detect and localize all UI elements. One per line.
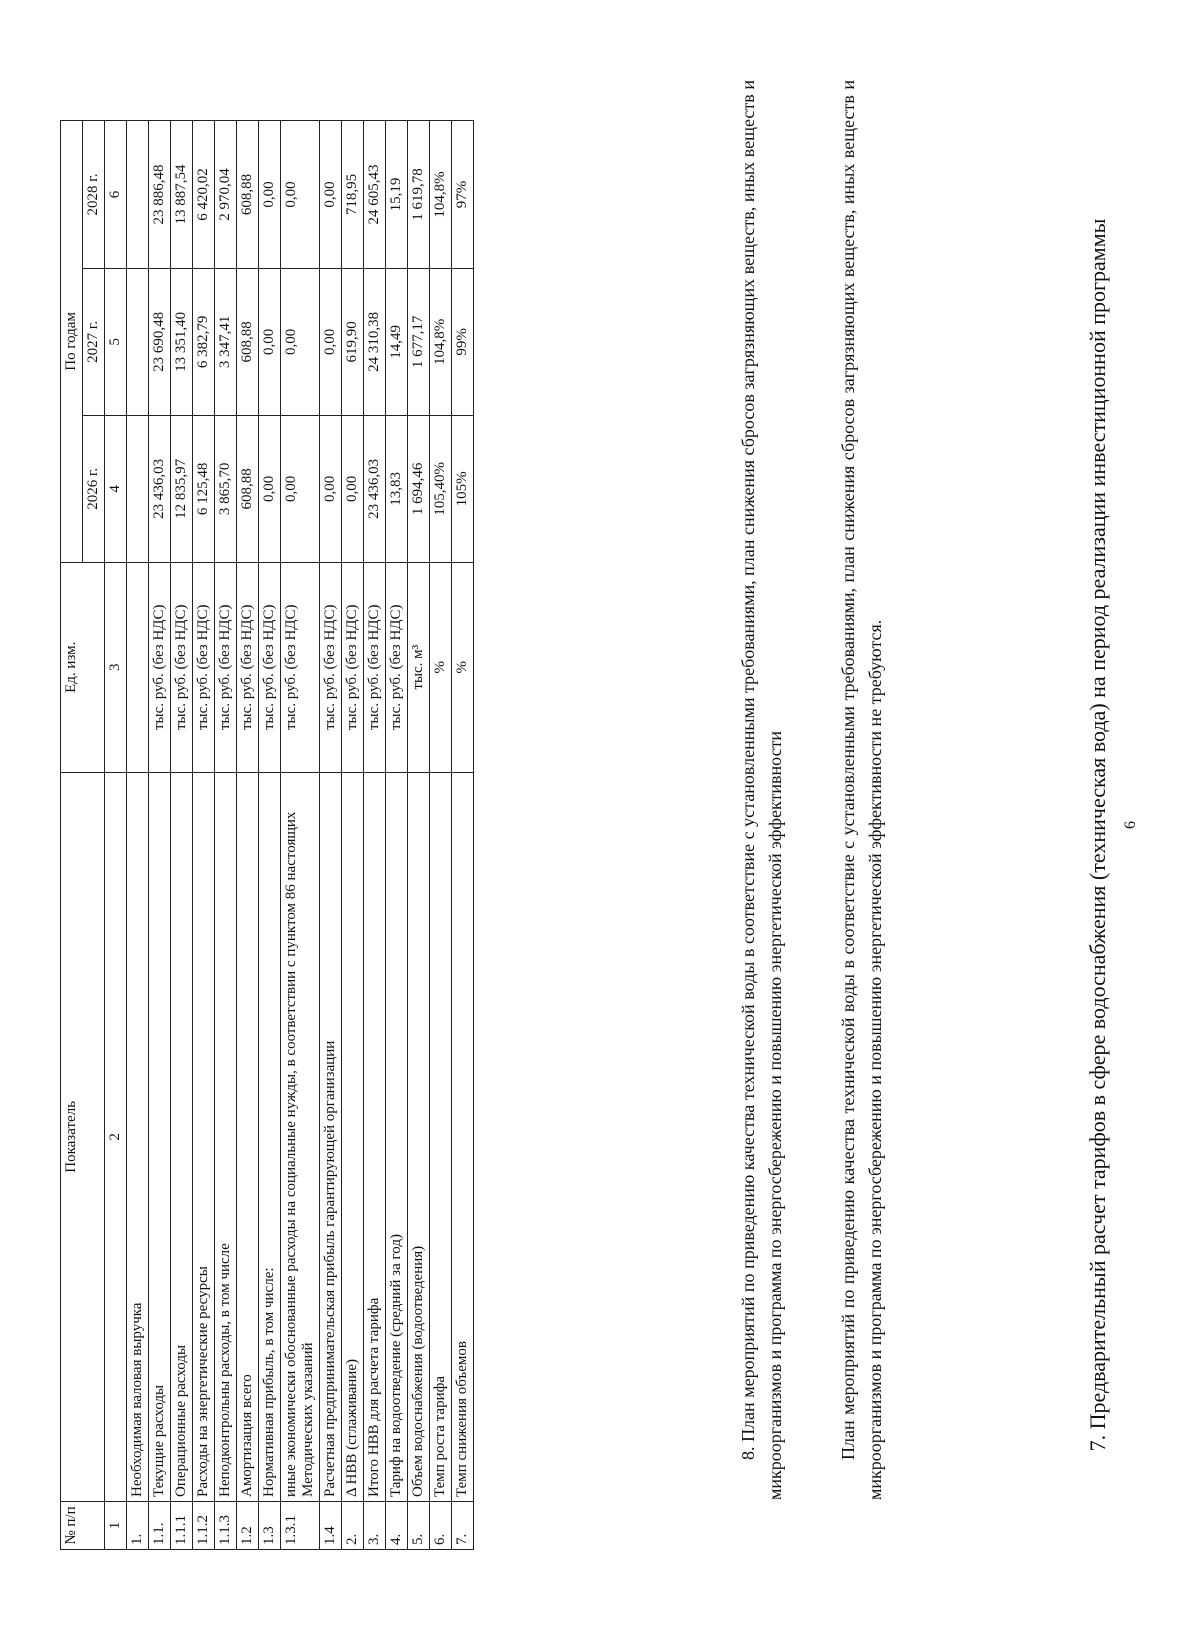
row-number: 2. [342,1502,364,1550]
row-unit: % [452,562,474,772]
row-value-2027: 13 351,40 [171,268,193,415]
row-indicator: Объем водоснабжения (водоотведения) [408,772,430,1501]
row-value-2026: 1 694,46 [408,415,430,562]
row-number: 7. [452,1502,474,1550]
row-unit: тыс. м³ [408,562,430,772]
row-value-2028: 15,19 [386,121,408,269]
row-unit: тыс. руб. (без НДС) [259,562,281,772]
row-value-2027: 24 310,38 [364,268,386,415]
row-value-2026: 0,00 [320,415,342,562]
row-unit: тыс. руб. (без НДС) [342,562,364,772]
row-value-2027: 1 677,17 [408,268,430,415]
row-indicator: Итого НВВ для расчета тарифа [364,772,386,1501]
row-indicator: Расходы на энергетические ресурсы [193,772,215,1501]
header-year-2028: 2028 г. [83,121,105,269]
row-indicator: Текущие расходы [149,772,171,1501]
row-unit: тыс. руб. (без НДС) [215,562,237,772]
row-number: 6. [430,1502,452,1550]
section-8-body: План мероприятий по приведению качества технической воды в соответствие с установленными требованиями, план снижения сбросов загрязняющих веществ, иных веществ и микроорганизмов и программа по энергосбережению и повышению энергетической эффективности не требуются. [838,80,885,1500]
row-number: 1.3 [259,1502,281,1550]
row-value-2027: 104,8% [430,268,452,415]
row-number: 4. [386,1502,408,1550]
row-value-2028: 13 887,54 [171,121,193,269]
column-number-row [105,121,127,1550]
table-row [193,121,215,1550]
row-value-2027: 3 347,41 [215,268,237,415]
table-row [342,121,364,1550]
row-value-2026 [127,415,149,562]
table-row [127,121,149,1550]
row-value-2026: 12 835,97 [171,415,193,562]
page-number: 6 [1122,821,1139,829]
row-value-2028: 23 886,48 [149,121,171,269]
row-unit: тыс. руб. (без НДС) [193,562,215,772]
row-number: 1.1. [149,1502,171,1550]
row-value-2026: 0,00 [342,415,364,562]
section-7-title: 7. Предварительный расчет тарифов в сфере водоснабжения (техническая вода) на период реализации инвестиционной программы [1085,218,1110,1452]
row-unit: тыс. руб. (без НДС) [237,562,259,772]
row-value-2027 [127,268,149,415]
table-row [364,121,386,1550]
header-by-years: По годам [61,121,83,563]
column-number: 2 [105,772,127,1501]
row-indicator: Неподконтрольны расходы, в том числе [215,772,237,1501]
row-value-2026: 23 436,03 [364,415,386,562]
tariff-table [60,120,474,1550]
table-row [281,121,320,1550]
row-value-2026: 6 125,48 [193,415,215,562]
row-unit: тыс. руб. (без НДС) [171,562,193,772]
table-row [430,121,452,1550]
table-row [149,121,171,1550]
header-year-2026: 2026 г. [83,415,105,562]
row-value-2026: 608,88 [237,415,259,562]
table-row [215,121,237,1550]
row-indicator: Амортизация всего [237,772,259,1501]
row-value-2028: 608,88 [237,121,259,269]
row-value-2028: 718,95 [342,121,364,269]
tariff-table-wrap [60,120,474,1550]
row-value-2026: 105% [452,415,474,562]
row-number: 1.1.2 [193,1502,215,1550]
row-number: 1.1.3 [215,1502,237,1550]
column-number: 5 [105,268,127,415]
row-indicator: Необходимая валовая выручка [127,772,149,1501]
row-value-2026: 3 865,70 [215,415,237,562]
row-number: 1.2 [237,1502,259,1550]
row-value-2027: 619,90 [342,268,364,415]
row-number: 1.3.1 [281,1502,320,1550]
header-unit: Ед. изм. [61,562,105,772]
column-number: 3 [105,562,127,772]
section-8-title: 8. План мероприятий по приведению качества технической воды в соответствие с установленными требованиями, план снижения сбросов загрязняющих веществ, иных веществ и микроорганизмов и программа по энергосбережению и повышению энергетической эффективности [738,80,785,1500]
row-number: 5. [408,1502,430,1550]
header-row [61,121,83,1550]
row-indicator: Расчетная предпринимательская прибыль гарантирующей организации [320,772,342,1501]
column-number: 6 [105,121,127,269]
row-indicator: Операционные расходы [171,772,193,1501]
row-value-2028 [127,121,149,269]
row-value-2028: 97% [452,121,474,269]
row-indicator: Темп снижения объемов [452,772,474,1501]
row-value-2027: 99% [452,268,474,415]
row-indicator: Темп роста тарифа [430,772,452,1501]
row-unit: тыс. руб. (без НДС) [364,562,386,772]
row-indicator: Δ НВВ (сглаживание) [342,772,364,1501]
row-unit: тыс. руб. (без НДС) [320,562,342,772]
table-row [237,121,259,1550]
row-indicator: иные экономически обоснованные расходы на социальные нужды, в соответствии с пунктом 86 настоящих Методических указаний [281,772,320,1501]
row-value-2026: 23 436,03 [149,415,171,562]
row-value-2027: 0,00 [259,268,281,415]
row-indicator: Нормативная прибыль, в том числе: [259,772,281,1501]
row-value-2028: 2 970,04 [215,121,237,269]
row-value-2027: 0,00 [281,268,320,415]
row-unit [127,562,149,772]
row-value-2028: 0,00 [320,121,342,269]
table-row [386,121,408,1550]
header-indicator: Показатель [61,772,105,1501]
row-value-2027: 6 382,79 [193,268,215,415]
row-value-2026: 0,00 [259,415,281,562]
row-value-2026: 105,40% [430,415,452,562]
row-unit: тыс. руб. (без НДС) [386,562,408,772]
header-no: № п/п [61,1502,105,1550]
row-value-2028: 24 605,43 [364,121,386,269]
row-number: 3. [364,1502,386,1550]
column-number: 1 [105,1502,127,1550]
row-value-2027: 0,00 [320,268,342,415]
column-number: 4 [105,415,127,562]
row-value-2028: 104,8% [430,121,452,269]
row-value-2028: 0,00 [259,121,281,269]
table-row [408,121,430,1550]
header-year-2027: 2027 г. [83,268,105,415]
row-value-2028: 0,00 [281,121,320,269]
table-row [259,121,281,1550]
row-value-2027: 608,88 [237,268,259,415]
table-body [127,121,474,1550]
table-row [171,121,193,1550]
row-unit: % [430,562,452,772]
table-row [452,121,474,1550]
row-indicator: Тариф на водоотведение (средний за год) [386,772,408,1501]
row-unit: тыс. руб. (без НДС) [281,562,320,772]
row-value-2026: 13,83 [386,415,408,562]
row-number: 1.4 [320,1502,342,1550]
row-unit: тыс. руб. (без НДС) [149,562,171,772]
row-value-2028: 1 619,78 [408,121,430,269]
row-value-2027: 23 690,48 [149,268,171,415]
row-number: 1.1.1 [171,1502,193,1550]
row-value-2027: 14,49 [386,268,408,415]
row-value-2028: 6 420,02 [193,121,215,269]
table-row [320,121,342,1550]
row-value-2026: 0,00 [281,415,320,562]
row-number: 1. [127,1502,149,1550]
